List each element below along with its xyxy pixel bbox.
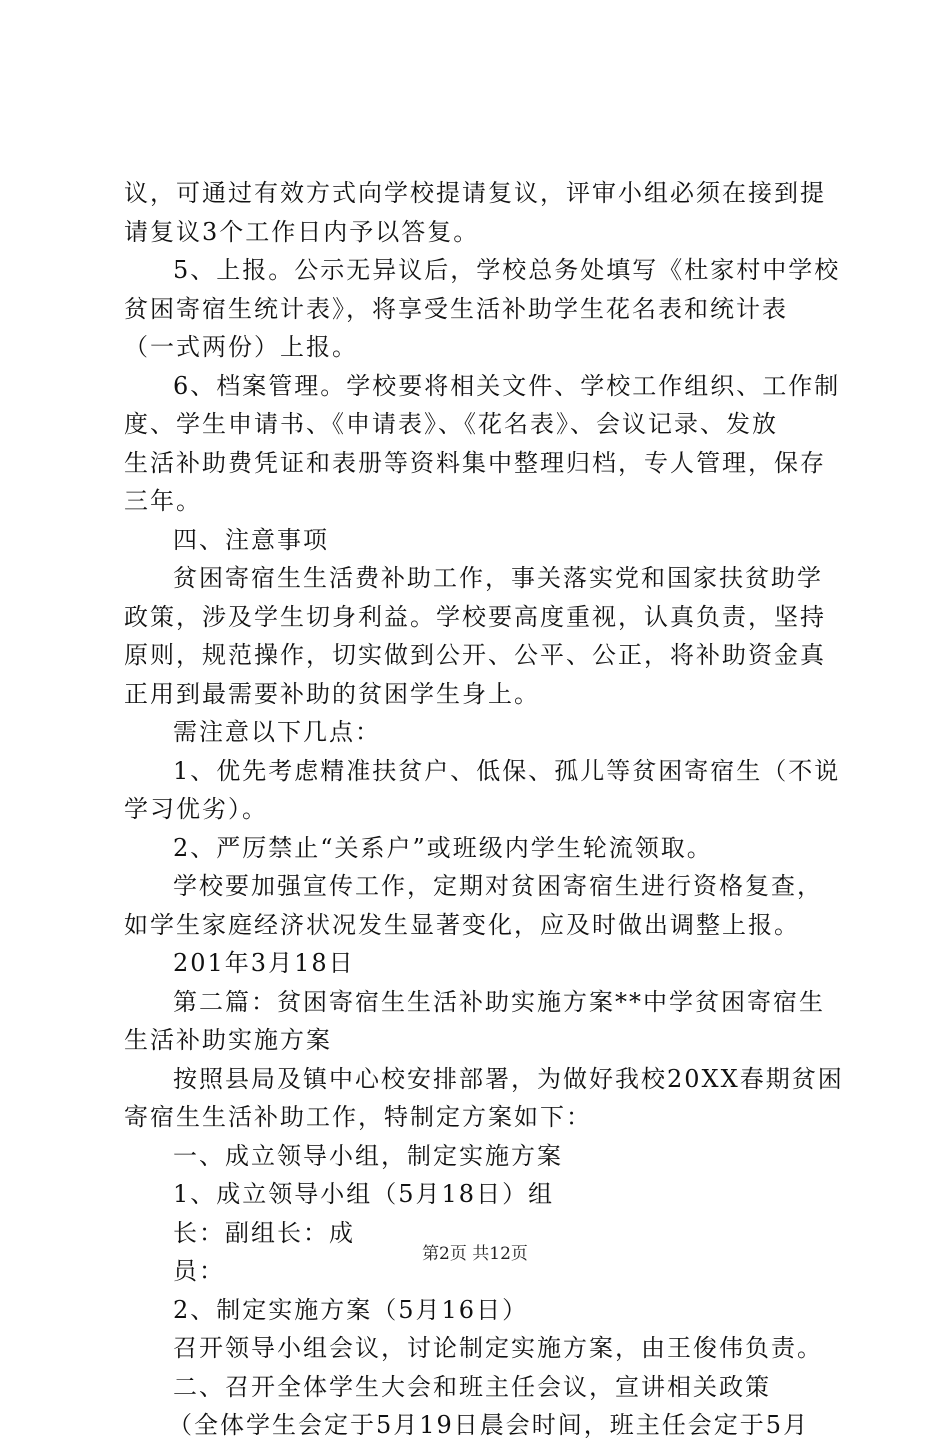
section-heading: 四、注意事项 <box>173 525 329 554</box>
text-line: 员： <box>173 1257 225 1285</box>
text-line: （全体学生会定于5月19日晨会时间，班主任会定于5月 <box>168 1411 810 1439</box>
text-line: 1、优先考虑精准扶贫户、低保、孤儿等贫困寄宿生（不说 <box>173 756 841 785</box>
text-line: 生活补助费凭证和表册等资料集中整理归档，专人管理，保存 <box>124 448 826 477</box>
text-line: 2、严厉禁止“关系户”或班级内学生轮流领取。 <box>173 833 713 862</box>
text-line: 寄宿生生活补助工作，特制定方案如下： <box>124 1103 592 1131</box>
text-line: （一式两份）上报。 <box>124 333 358 361</box>
text-line: 生活补助实施方案 <box>124 1026 332 1054</box>
text-line: 学校要加强宣传工作，定期对贫困寄宿生进行资格复查， <box>173 872 823 900</box>
section-heading: 一、成立领导小组，制定实施方案 <box>173 1141 563 1170</box>
date-line: 201年3月18日 <box>173 949 355 977</box>
text-line: 贫困寄宿生统计表》，将享受生活补助学生花名表和统计表 <box>124 294 788 323</box>
text-line: 度、学生申请书、《申请表》、《花名表》、会议记录、发放 <box>124 410 778 438</box>
text-line: 第二篇：贫困寄宿生生活补助实施方案**中学贫困寄宿生 <box>173 987 825 1016</box>
page-number-footer: 第2页 共12页 <box>422 1244 528 1264</box>
text-line: 1、成立领导小组（5月18日）组 <box>173 1180 555 1208</box>
text-line: 如学生家庭经济状况发生显著变化，应及时做出调整上报。 <box>124 910 800 939</box>
text-line: 三年。 <box>124 487 202 515</box>
text-line: 原则，规范操作，切实做到公开、公平、公正，将补助资金真 <box>124 641 826 669</box>
text-line: 2、制定实施方案（5月16日） <box>173 1295 529 1324</box>
text-line: 需注意以下几点： <box>173 718 381 746</box>
text-line: 召开领导小组会议，讨论制定实施方案，由王俊伟负责。 <box>173 1334 823 1362</box>
text-line: 贫困寄宿生生活费补助工作，事关落实党和国家扶贫助学 <box>173 564 823 592</box>
text-line: 按照县局及镇中心校安排部署，为做好我校20XX春期贫困 <box>173 1064 844 1093</box>
text-line: 请复议3个工作日内予以答复。 <box>124 217 480 246</box>
text-line: 议，可通过有效方式向学校提请复议，评审小组必须在接到提 <box>124 179 826 207</box>
text-line: 6、档案管理。学校要将相关文件、学校工作组织、工作制 <box>173 371 841 400</box>
text-line: 学习优劣）。 <box>124 795 268 823</box>
text-line: 正用到最需要补助的贫困学生身上。 <box>124 679 540 708</box>
text-line: 长：副组长：成 <box>173 1218 355 1247</box>
text-line: 5、上报。公示无异议后，学校总务处填写《杜家村中学校 <box>173 256 841 284</box>
text-line: 政策，涉及学生切身利益。学校要高度重视，认真负责，坚持 <box>124 602 826 631</box>
section-heading: 二、召开全体学生大会和班主任会议，宣讲相关政策 <box>173 1372 771 1401</box>
